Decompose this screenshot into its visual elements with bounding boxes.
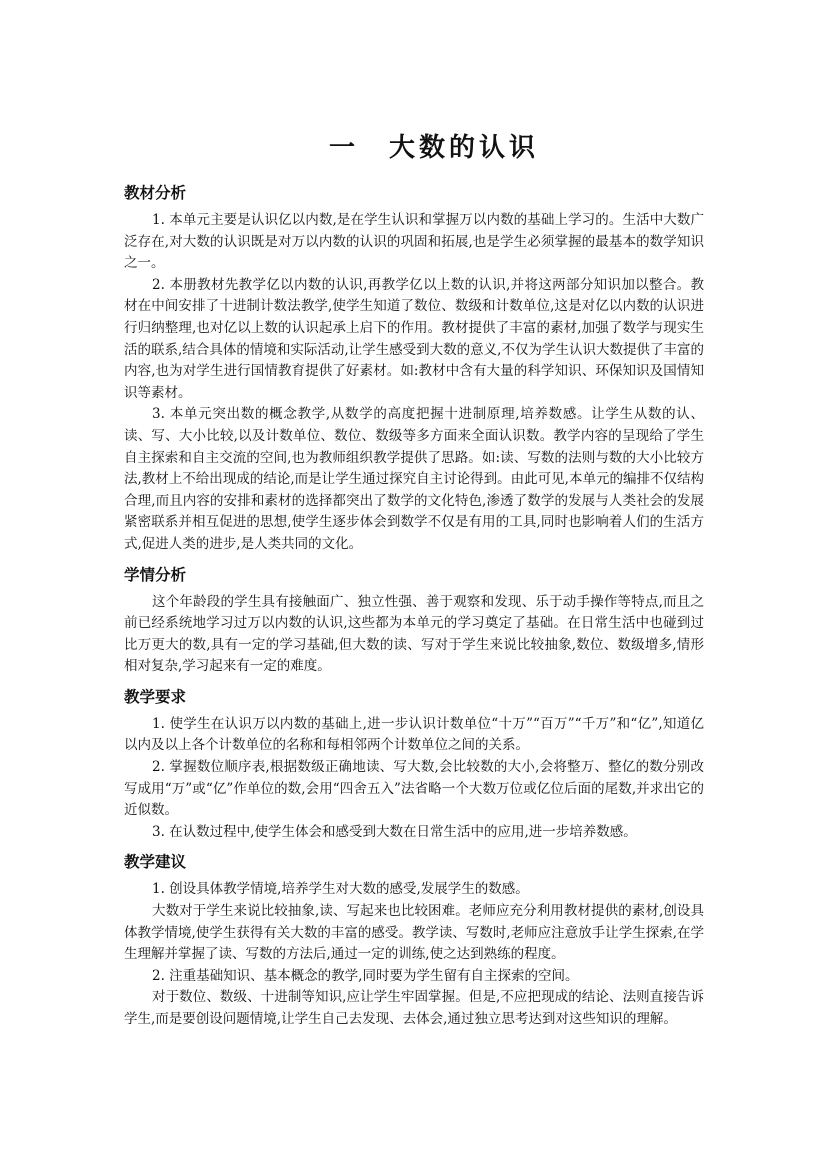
section-teaching-suggestions: [124, 851, 704, 1030]
section-heading: 教学建议: [124, 853, 187, 872]
paragraph: 2. 注重基础知识、基本概念的教学,同时要为学生留有自主探索的空间。: [152, 967, 579, 984]
section-heading: 教学要求: [124, 687, 187, 706]
paragraph: 1. 使学生在认识万以内数的基础上,进一步认识计数单位“十万”“百万”“千万”和“亿”,知道亿以内及以上各个计数单位的名称和每相邻两个计数单位之间的关系。: [124, 715, 704, 754]
paragraph: 3. 在认数过程中,使学生体会和感受到大数在日常生活中的应用,进一步培养数感。: [152, 823, 637, 840]
paragraph: 3. 本单元突出数的概念教学,从数学的高度把握十进制原理,培养数感。让学生从数的认、读、写、大小比较,以及计数单位、数位、数级等多方面来全面认识数。教学内容的呈现给了学生自主探索和自主交流的空间,也为教师组织教学提供了思路。如:读、写数的法则与数的大小比较方法,教材上不给出现成的结论,而是让学生通过探究自主讨论得到。由此可见,本单元的编排不仅结构合理,而且内容的安排和素材的选择都突出了数学的文化特色,渗透了数学的发展与人类社会的发展紧密联系并相互促进的思想,使学生逐步体会到数学不仅是有用的工具,同时也影响着人们的生活方式,促进人类的进步,是人类共同的文化。: [124, 406, 704, 552]
chapter-title: 大数的认识: [389, 133, 540, 163]
paragraph: 2. 本册教材先教学亿以内数的认识,再教学亿以上数的认识,并将这两部分知识加以整合。教材在中间安排了十进制计数法教学,使学生知道了数位、数级和计数单位,这是对亿以内数的认识进行归纳整理,也对亿以上数的认识起承上启下的作用。教材提供了丰富的素材,加强了数学与现实生活的联系,结合具体的情境和实际活动,让学生感受到大数的意义,不仅为学生认识大数提供了丰富的内容,也为对学生进行国情教育提供了好素材。如:教材中含有大量的科学知识、环保知识及国情知识等素材。: [124, 276, 704, 401]
document-page: [124, 130, 704, 1039]
paragraph: 1. 本单元主要是认识亿以内数,是在学生认识和掌握万以内数的基础上学习的。生活中大数广泛存在,对大数的认识既是对万以内数的认识的巩固和拓展,也是学生必须掌握的最基本的数学知识之一。: [124, 212, 704, 272]
paragraph: 1. 创设具体教学情境,培养学生对大数的感受,发展学生的数感。: [152, 881, 529, 898]
paragraph: 2. 掌握数位顺序表,根据数级正确地读、写大数,会比较数的大小,会将整万、整亿的数分别改写成用“万”或“亿”作单位的数,会用“四舍五入”法省略一个大数万位或亿位后面的尾数,并求出它的近似数。: [124, 759, 704, 819]
paragraph: 对于数位、数级、十进制等知识,应让学生牢固掌握。但是,不应把现成的结论、法则直接告诉学生,而是要创设问题情境,让学生自己去发现、去体会,通过独立思考达到对这些知识的理解。: [124, 989, 704, 1027]
paragraph: 大数对于学生来说比较抽象,读、写起来也比较困难。老师应充分利用教材提供的素材,创设具体教学情境,使学生获得有关大数的丰富的感受。教学读、写数时,老师应注意放手让学生探索,在学生理解并掌握了读、写数的方法后,通过一定的训练,使之达到熟练的程度。: [124, 903, 704, 963]
section-heading: 学情分析: [124, 565, 187, 584]
section-material-analysis: [124, 182, 704, 556]
section-teaching-requirements: [124, 686, 704, 844]
paragraph: 这个年龄段的学生具有接触面广、独立性强、善于观察和发现、乐于动手操作等特点,而且之前已经系统地学习过万以内数的认识,这些都为本单元的学习奠定了基础。在日常生活中也碰到过比万更大的数,具有一定的学习基础,但大数的读、写对于学生来说比较抽象,数位、数级增多,情形相对复杂,学习起来有一定的难度。: [124, 593, 704, 675]
section-student-analysis: [124, 564, 704, 678]
page-title: [124, 130, 704, 166]
section-heading: 教材分析: [124, 184, 187, 202]
chapter-number: 一: [328, 133, 359, 163]
